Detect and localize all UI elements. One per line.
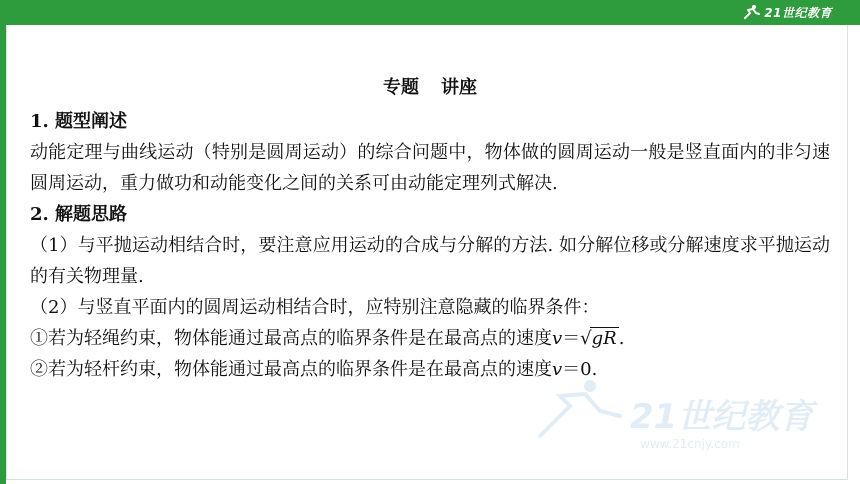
- section2-point2: [30, 354, 830, 385]
- point2-prefix: ②若为轻杆约束，物体能通过最高点的临界条件是在最高点的速度: [30, 359, 552, 380]
- title-part1: 专题: [383, 77, 419, 98]
- section2-heading: 2. 解题思路: [30, 204, 128, 225]
- section1-heading: 1. 题型阐述: [30, 111, 128, 132]
- section1-body: 动能定理与曲线运动（特别是圆周运动）的综合问题中，物体做的圆周运动一般是竖直面内的非匀速圆周运动，重力做功和动能变化之间的关系可由动能定理列式解决.: [30, 142, 830, 194]
- point1-eq: ＝: [562, 328, 581, 349]
- title-part2: 讲座: [441, 77, 477, 98]
- point1-prefix: ①若为轻绳约束，物体能通过最高点的临界条件是在最高点的速度: [30, 328, 552, 349]
- header-bar: [0, 0, 860, 25]
- point2-eq: ＝0.: [562, 359, 598, 380]
- brand-text: 21世纪教育: [764, 5, 832, 20]
- slide-content: [30, 72, 830, 385]
- brand-logo: [742, 2, 832, 22]
- section2-item2: （2）与竖直平面内的圆周运动相结合时，应特别注意隐藏的临界条件：: [30, 297, 600, 318]
- section2-item1: （1）与平抛运动相结合时，要注意应用运动的合成与分解的方法. 如分解位移或分解速度求平抛运动的有关物理量.: [30, 235, 830, 287]
- section2-point1: [30, 323, 830, 354]
- page-title: [30, 72, 830, 104]
- sqrt-icon: √: [580, 328, 592, 349]
- point2-var: v: [552, 359, 563, 380]
- runner-icon: [742, 4, 760, 20]
- watermark-text: 21世纪教育: [630, 397, 814, 437]
- point1-var: v: [552, 328, 563, 349]
- point1-sqrt-content: gR: [591, 328, 617, 349]
- watermark-url: www.21cnjy.com: [640, 437, 740, 451]
- point1-suffix: .: [618, 328, 625, 349]
